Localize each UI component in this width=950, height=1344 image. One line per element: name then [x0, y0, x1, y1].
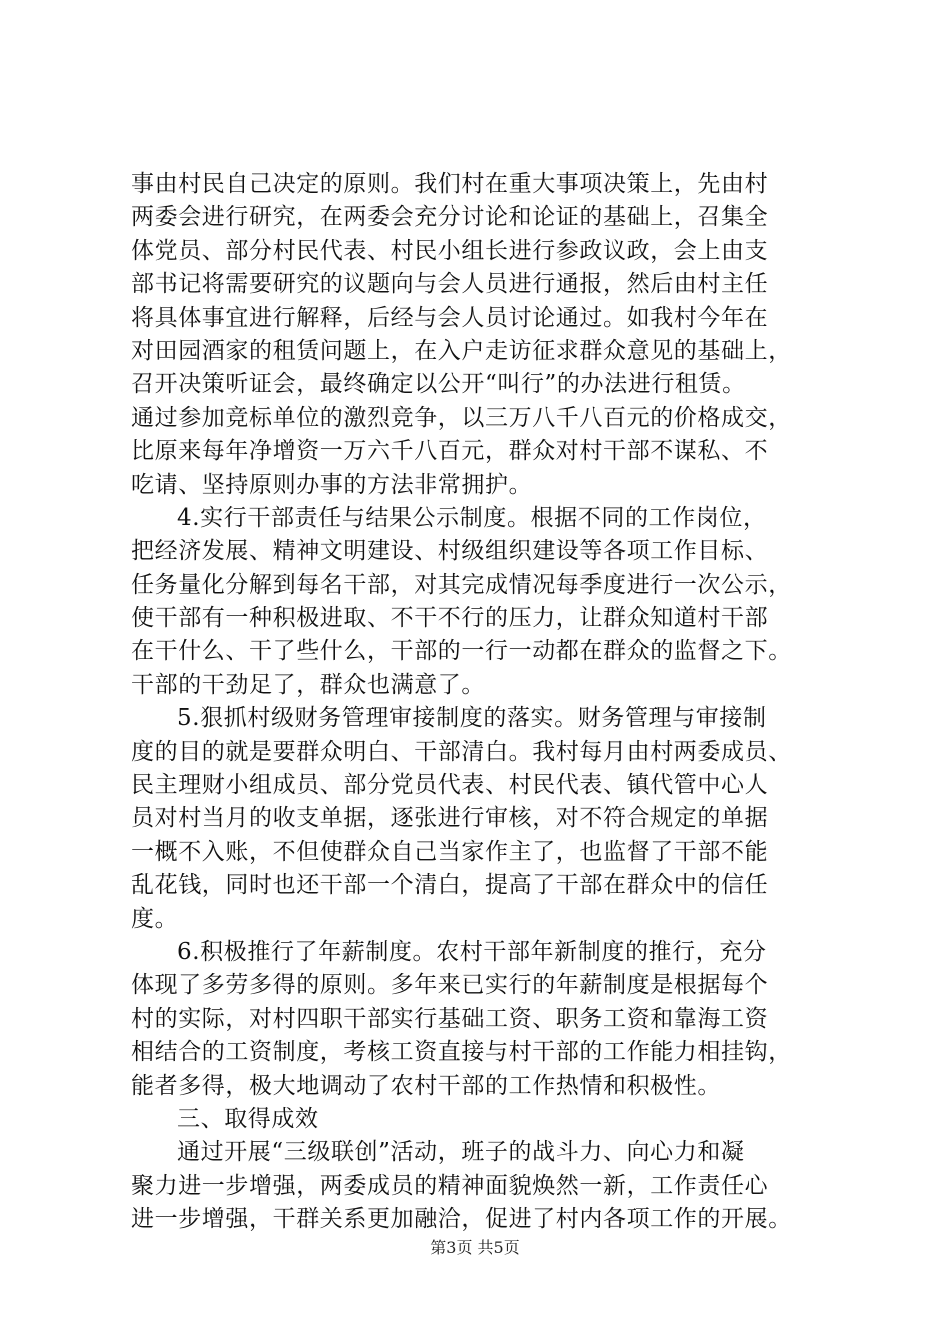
document-body	[131, 168, 831, 1237]
text-line: 两委会进行研究，在两委会充分讨论和论证的基础上，召集全	[131, 204, 769, 231]
text-line: 度的目的就是要群众明白、干部清白。我村每月由村两委成员、	[131, 738, 792, 765]
text-line: 村的实际，对村四职干部实行基础工资、职务工资和靠海工资	[131, 1005, 769, 1032]
text-line: 通过开展“三级联创”活动，班子的战斗力、向心力和凝	[177, 1139, 745, 1166]
text-line: 部书记将需要研究的议题向与会人员进行通报，然后由村主任	[131, 271, 769, 298]
text-line: 体现了多劳多得的原则。多年来已实行的年薪制度是根据每个	[131, 972, 769, 999]
page-footer: 第3页 共5页	[430, 1238, 520, 1257]
text-line: 通过参加竞标单位的激烈竞争，以三万八千八百元的价格成交，	[131, 404, 792, 431]
text-line: 聚力进一步增强，两委成员的精神面貌焕然一新，工作责任心	[131, 1172, 769, 1199]
text-line: 召开决策听证会，最终确定以公开“叫行”的办法进行租赁。	[131, 371, 746, 398]
text-line: 进一步增强，干群关系更加融洽，促进了村内各项工作的开展。	[131, 1206, 792, 1233]
text-line: 干部的干劲足了，群众也满意了。	[131, 671, 485, 698]
text-line: 能者多得，极大地调动了农村干部的工作热情和积极性。	[131, 1072, 721, 1099]
text-line: 员对村当月的收支单据，逐张进行审核，对不符合规定的单据	[131, 805, 769, 832]
text-line: 民主理财小组成员、部分党员代表、村民代表、镇代管中心人	[131, 772, 769, 799]
text-line: 事由村民自己决定的原则。我们村在重大事项决策上，先由村	[131, 171, 769, 197]
text-line: 吃请、坚持原则办事的方法非常拥护。	[131, 471, 533, 498]
text-line: 在干什么、干了些什么，干部的一行一动都在群众的监督之下。	[131, 638, 792, 665]
text-line: 6.积极推行了年薪制度。农村干部年新制度的推行，充分	[177, 938, 767, 965]
text-line: 任务量化分解到每名干部，对其完成情况每季度进行一次公示，	[131, 571, 792, 598]
text-line: 对田园酒家的租赁问题上，在入户走访征求群众意见的基础上，	[131, 337, 792, 364]
text-line: 比原来每年净增资一万六千八百元，群众对村干部不谋私、不	[131, 438, 769, 465]
text-line: 度。	[131, 905, 179, 932]
text-line: 把经济发展、精神文明建设、村级组织建设等各项工作目标、	[131, 538, 769, 565]
text-line: 使干部有一种积极进取、不干不行的压力，让群众知道村干部	[131, 605, 769, 632]
text-line: 一概不入账，不但使群众自己当家作主了，也监督了干部不能	[131, 838, 769, 865]
text-line: 乱花钱，同时也还干部一个清白，提高了干部在群众中的信任	[131, 872, 769, 899]
text-line: 体党员、部分村民代表、村民小组长进行参政议政，会上由支	[131, 237, 769, 264]
text-line: 相结合的工资制度，考核工资直接与村干部的工作能力相挂钩，	[131, 1039, 792, 1066]
text-line: 将具体事宜进行解释，后经与会人员讨论通过。如我村今年在	[131, 304, 769, 331]
text-line: 4.实行干部责任与结果公示制度。根据不同的工作岗位，	[177, 504, 767, 531]
text-line: 三、取得成效	[177, 1105, 319, 1132]
text-line: 5.狠抓村级财务管理审接制度的落实。财务管理与审接制	[177, 705, 767, 732]
